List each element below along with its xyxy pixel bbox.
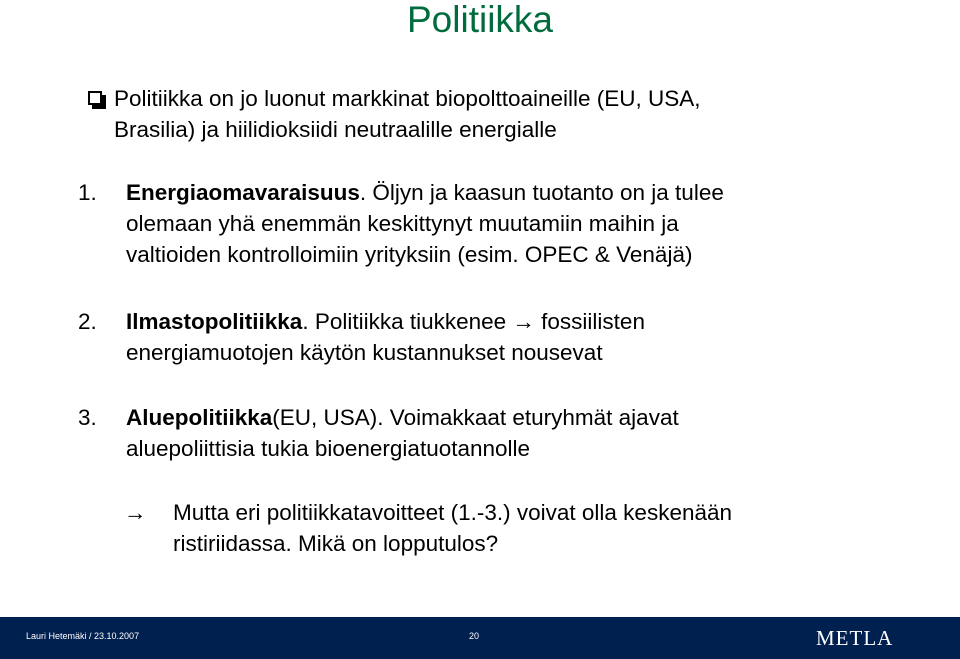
item-1-heading: Energiaomavaraisuus — [126, 180, 360, 205]
checkbox-bullet-icon — [88, 91, 102, 105]
item-1-number: 1. — [78, 180, 97, 205]
conclusion-line-1: Mutta eri politiikkatavoitteet (1.-3.) voivat olla keskenään — [173, 500, 733, 525]
item-1-line-3: valtioiden kontrolloimiin yrityksiin (esim. OPEC & Venäjä) — [126, 242, 693, 267]
item-1-text — [126, 177, 724, 270]
item-3-line-2: aluepoliittisia tukia bioenergiatuotannolle — [126, 436, 531, 461]
item-2-number: 2. — [78, 309, 97, 334]
item-3-line-1: (EU, USA). Voimakkaat eturyhmät ajavat — [272, 405, 679, 430]
item-3-number: 3. — [78, 405, 97, 430]
page-number: 20 — [469, 631, 480, 641]
item-2-heading: Ilmastopolitiikka — [126, 309, 303, 334]
conclusion-text — [173, 497, 732, 559]
item-1-line-2: olemaan yhä enemmän keskittynyt muutamiin maihin ja — [126, 211, 679, 236]
item-1-line-1: . Öljyn ja kaasun tuotanto on ja tulee — [359, 180, 724, 205]
slide-title: Politiikka — [407, 0, 553, 40]
metla-logo: METLA — [816, 626, 894, 650]
item-3-heading: Aluepolitiikka — [126, 405, 273, 430]
conclusion-line-2: ristiriidassa. Mikä on lopputulos? — [173, 531, 499, 556]
item-2-text — [126, 306, 645, 368]
item-2-line-2: energiamuotojen käytön kustannukset nousevat — [126, 340, 603, 365]
intro-text — [114, 83, 701, 145]
item-2-line-1: . Politiikka tiukkenee → fossiilisten — [302, 309, 645, 334]
arrow-right-icon: → — [124, 500, 147, 525]
footer-author: Lauri Hetemäki / 23.10.2007 — [26, 631, 140, 641]
intro-line-2: Brasilia) ja hiilidioksiidi neutraalille energialle — [114, 117, 557, 142]
item-3-text — [126, 402, 679, 464]
intro-line-1: Politiikka on jo luonut markkinat biopolttoaineille (EU, USA, — [114, 86, 701, 111]
